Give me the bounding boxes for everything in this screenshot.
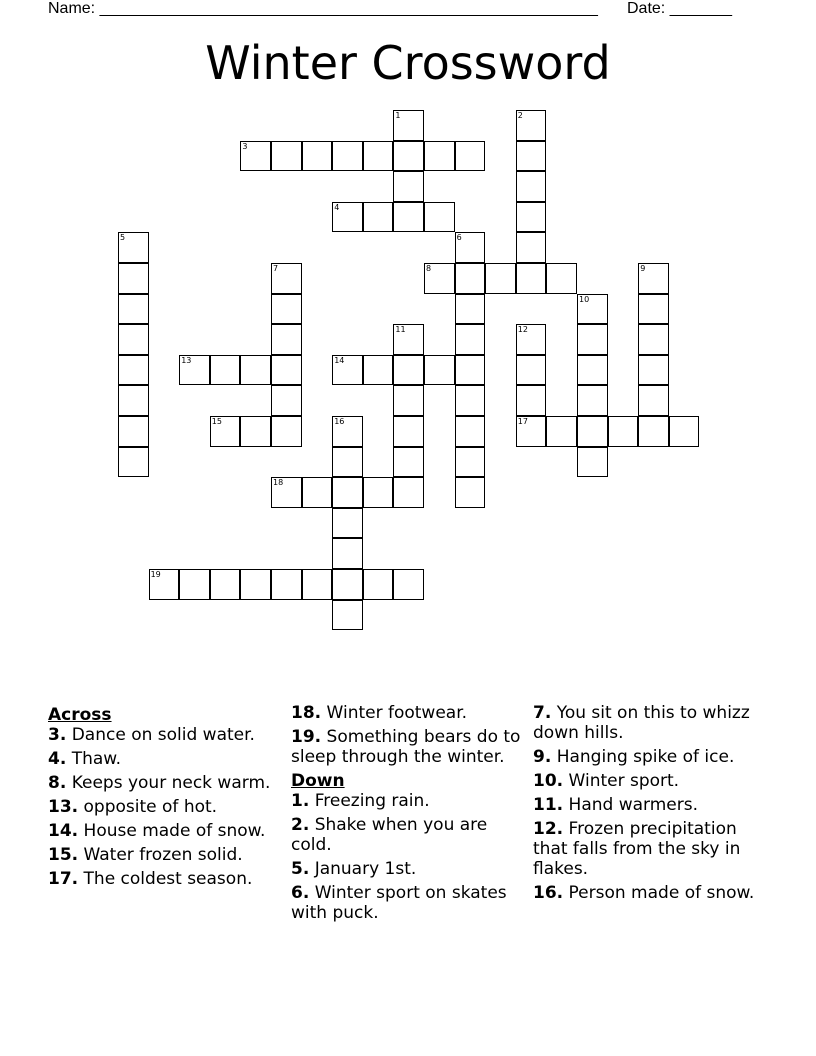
grid-cell[interactable] [363,141,394,172]
grid-cell[interactable] [455,141,486,172]
grid-cell[interactable] [240,569,271,600]
grid-cell[interactable] [669,416,700,447]
clue-text: Something bears do to sleep through the winter. [291,727,521,767]
grid-cell[interactable] [210,416,241,447]
clue-number: 12 [517,325,528,335]
grid-cell[interactable] [638,385,669,416]
clue-text: Person made of snow. [568,883,755,903]
grid-cell[interactable] [455,324,486,355]
date-field-label: Date: _______ [627,0,732,17]
across-clue [48,797,280,817]
clue-text: opposite of hot. [83,797,218,817]
clues-column-1 [48,703,280,893]
grid-cell[interactable] [638,324,669,355]
grid-cell[interactable] [271,324,302,355]
clue-number: 15. [48,845,79,865]
grid-cell[interactable] [546,263,577,294]
grid-cell[interactable] [516,171,547,202]
grid-cell[interactable] [455,232,486,263]
grid-cell[interactable] [393,447,424,478]
clue-number: 6. [291,883,310,903]
clue-text: Frozen precipitation that falls from the sky in flakes. [533,819,741,879]
down-clue [291,815,523,855]
grid-cell[interactable] [302,477,333,508]
grid-cell[interactable] [210,355,241,386]
grid-cell[interactable] [271,141,302,172]
grid-cell[interactable] [332,447,363,478]
down-heading: Down [291,771,345,791]
clue-number: 1 [395,111,401,120]
grid-cell[interactable] [577,416,608,447]
grid-cell[interactable] [638,355,669,386]
clue-text: Winter sport on skates with puck. [291,883,507,923]
grid-cell[interactable] [424,355,455,386]
grid-cell[interactable] [332,538,363,569]
clue-number: 6 [456,233,462,243]
down-clue [533,819,758,879]
clue-number: 14 [334,355,345,365]
clue-number: 18. [291,703,322,723]
grid-cell[interactable] [424,263,455,294]
clue-number: 16. [533,883,564,903]
grid-cell[interactable] [516,202,547,233]
clue-text: The coldest season. [83,869,253,889]
grid-cell[interactable] [118,416,149,447]
clue-text: Keeps your neck warm. [71,773,271,793]
clue-number: 2 [517,111,523,120]
clue-number: 7. [533,703,552,723]
across-clue [48,773,280,793]
clue-number: 5. [291,859,310,879]
grid-cell[interactable] [302,141,333,172]
grid-cell[interactable] [577,385,608,416]
grid-cell[interactable] [179,355,210,386]
grid-cell[interactable] [271,385,302,416]
across-clue [48,869,280,889]
grid-cell[interactable] [393,355,424,386]
clue-number: 1. [291,791,310,811]
clues-column-3 [533,703,758,907]
clue-number: 13. [48,797,79,817]
down-clue [533,771,758,791]
clue-number: 18 [273,478,284,488]
grid-cell[interactable] [516,141,547,172]
clue-number: 7 [273,264,279,273]
grid-cell[interactable] [638,263,669,294]
grid-cell[interactable] [363,477,394,508]
grid-cell[interactable] [393,385,424,416]
grid-cell[interactable] [393,416,424,447]
grid-cell[interactable] [118,385,149,416]
clue-number: 10. [533,771,564,791]
clue-number: 15 [211,417,222,426]
across-heading: Across [48,705,112,725]
grid-cell[interactable] [608,416,639,447]
grid-cell[interactable] [546,416,577,447]
clue-number: 17. [48,869,79,889]
grid-cell[interactable] [363,569,394,600]
grid-cell[interactable] [577,447,608,478]
grid-cell[interactable] [332,355,363,386]
grid-cell[interactable] [240,141,271,172]
down-clue [291,859,523,879]
grid-cell[interactable] [577,324,608,355]
grid-cell[interactable] [271,263,302,294]
clues-column-2 [291,703,523,927]
grid-cell[interactable] [332,477,363,508]
clue-number: 11. [533,795,564,815]
clue-number: 8. [48,773,67,793]
grid-cell[interactable] [118,232,149,263]
grid-cell[interactable] [271,416,302,447]
page-title: Winter Crossword [205,36,611,90]
grid-cell[interactable] [332,202,363,233]
across-clue [48,725,280,745]
clue-number: 4 [334,202,340,212]
grid-cell[interactable] [118,294,149,325]
across-clue [48,845,280,865]
clue-number: 3. [48,725,67,745]
grid-cell[interactable] [363,355,394,386]
grid-cell[interactable] [516,110,547,141]
clue-number: 19 [150,570,161,579]
grid-cell[interactable] [118,263,149,294]
clue-text: Dance on solid water. [71,725,255,745]
clue-number: 11 [395,325,406,335]
grid-cell[interactable] [240,355,271,386]
grid-cell[interactable] [516,416,547,447]
grid-cell[interactable] [455,263,486,294]
grid-cell[interactable] [393,110,424,141]
clue-number: 9. [533,747,552,767]
down-clue [291,883,523,923]
grid-cell[interactable] [302,569,333,600]
clue-number: 19. [291,727,322,747]
across-clue [291,703,523,723]
grid-cell[interactable] [485,263,516,294]
grid-cell[interactable] [271,355,302,386]
grid-cell[interactable] [577,355,608,386]
clue-number: 14. [48,821,79,841]
grid-cell[interactable] [271,294,302,325]
grid-cell[interactable] [149,569,180,600]
grid-cell[interactable] [240,416,271,447]
name-field-label: Name: ________________________________________________________ [48,0,598,17]
clue-number: 8 [426,264,432,273]
grid-cell[interactable] [393,569,424,600]
across-clue [48,749,280,769]
grid-cell[interactable] [516,355,547,386]
grid-cell[interactable] [332,416,363,447]
grid-cell[interactable] [455,416,486,447]
clue-number: 13 [181,355,192,365]
grid-cell[interactable] [455,294,486,325]
grid-cell[interactable] [332,141,363,172]
grid-cell[interactable] [516,232,547,263]
grid-cell[interactable] [638,416,669,447]
grid-cell[interactable] [577,294,608,325]
grid-cell[interactable] [393,141,424,172]
clue-number: 10 [579,294,590,304]
clue-text: Water frozen solid. [83,845,243,865]
grid-cell[interactable] [118,324,149,355]
grid-cell[interactable] [332,508,363,539]
grid-cell[interactable] [332,569,363,600]
across-clue [291,727,523,767]
grid-cell[interactable] [455,355,486,386]
across-clue [48,821,280,841]
grid-cell[interactable] [516,324,547,355]
grid-cell[interactable] [363,202,394,233]
clue-text: Freezing rain. [314,791,430,811]
grid-cell[interactable] [210,569,241,600]
grid-cell[interactable] [424,202,455,233]
grid-cell[interactable] [638,294,669,325]
clue-text: Hand warmers. [568,795,698,815]
down-clue [533,795,758,815]
grid-cell[interactable] [271,477,302,508]
clue-number: 9 [640,264,646,273]
clue-number: 2. [291,815,310,835]
clue-text: You sit on this to whizz down hills. [533,703,750,743]
grid-cell[interactable] [118,447,149,478]
grid-cell[interactable] [455,385,486,416]
clue-text: Hanging spike of ice. [556,747,735,767]
clue-number: 5 [120,233,126,243]
clue-text: Winter sport. [568,771,680,791]
grid-cell[interactable] [393,171,424,202]
grid-cell[interactable] [455,447,486,478]
grid-cell[interactable] [393,477,424,508]
grid-cell[interactable] [393,202,424,233]
grid-cell[interactable] [271,569,302,600]
clue-number: 12. [533,819,564,839]
grid-cell[interactable] [424,141,455,172]
clue-text: Shake when you are cold. [291,815,488,855]
grid-cell[interactable] [179,569,210,600]
down-clue [291,791,523,811]
grid-cell[interactable] [516,385,547,416]
clue-text: Winter footwear. [326,703,468,723]
clue-text: January 1st. [314,859,417,879]
clue-number: 4. [48,749,67,769]
grid-cell[interactable] [332,600,363,631]
clue-number: 16 [334,417,345,426]
clue-text: Thaw. [71,749,122,769]
clue-number: 3 [242,141,248,151]
grid-cell[interactable] [393,324,424,355]
grid-cell[interactable] [118,355,149,386]
down-clue [533,703,758,743]
down-clue [533,747,758,767]
grid-cell[interactable] [455,477,486,508]
grid-cell[interactable] [516,263,547,294]
down-clue [533,883,758,903]
clue-number: 17 [517,417,528,426]
clue-text: House made of snow. [83,821,266,841]
